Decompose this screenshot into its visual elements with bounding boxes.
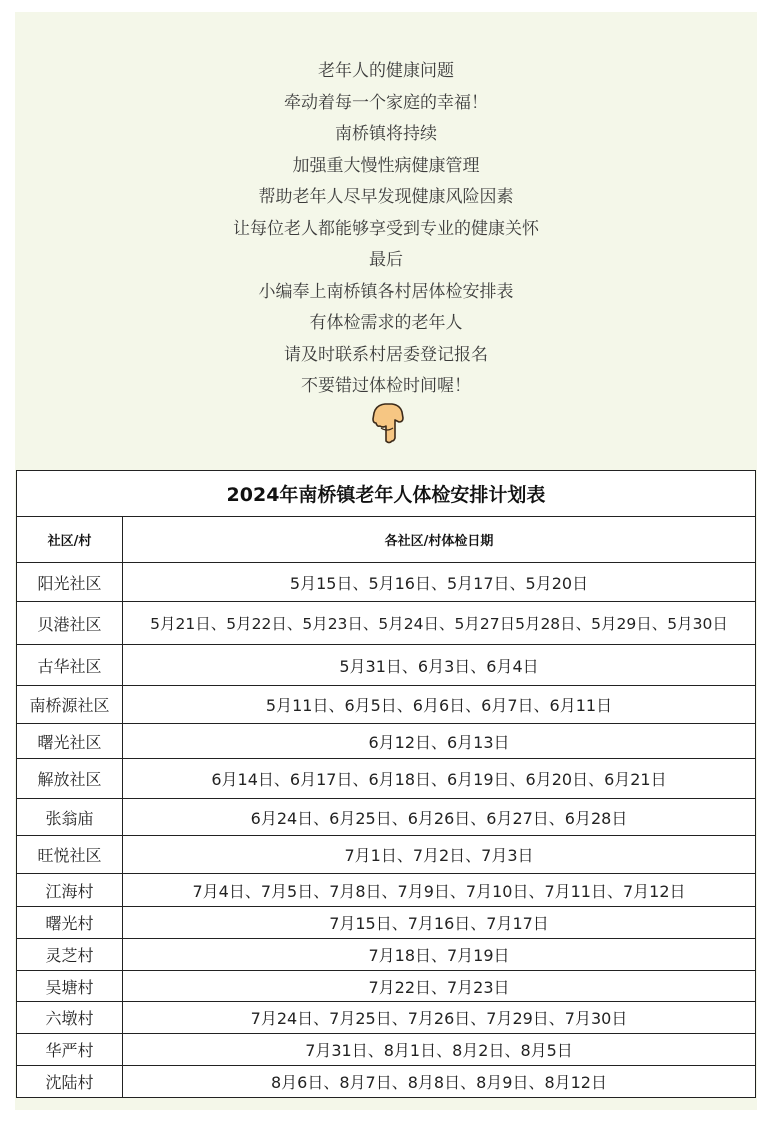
table-row (17, 686, 756, 724)
checkup-dates: 7月22日、7月23日 (123, 971, 756, 1002)
community-name: 阳光社区 (17, 563, 123, 602)
checkup-dates: 8月6日、8月7日、8月8日、8月9日、8月12日 (123, 1066, 756, 1098)
intro-line: 最后 (369, 250, 403, 270)
intro-line: 有体检需求的老年人 (309, 313, 463, 333)
intro-line: 不要错过体检时间喔！ (301, 376, 471, 396)
table-title: 2024年南桥镇老年人体检安排计划表 (17, 471, 756, 517)
table-row (17, 799, 756, 836)
community-name: 华严村 (17, 1034, 123, 1066)
table-row (17, 1034, 756, 1066)
community-name: 贝港社区 (17, 602, 123, 645)
table-row (17, 939, 756, 971)
intro-line: 南桥镇将持续 (335, 124, 437, 144)
community-name: 张翁庙 (17, 799, 123, 836)
intro-line: 牵动着每一个家庭的幸福！ (284, 92, 488, 113)
table-row (17, 971, 756, 1002)
checkup-dates: 7月31日、8月1日、8月2日、8月5日 (123, 1034, 756, 1066)
community-name: 南桥源社区 (17, 686, 123, 724)
table-row (17, 645, 756, 686)
checkup-dates: 7月15日、7月16日、7月17日 (123, 907, 756, 939)
community-name: 旺悦社区 (17, 836, 123, 874)
community-name: 解放社区 (17, 759, 123, 799)
table-row (17, 1002, 756, 1034)
intro-line: 老年人的健康问题 (318, 61, 454, 81)
community-name: 曙光社区 (17, 724, 123, 759)
community-name: 灵芝村 (17, 939, 123, 971)
checkup-dates: 5月15日、5月16日、5月17日、5月20日 (123, 563, 756, 602)
community-name: 曙光村 (17, 907, 123, 939)
intro-text (15, 56, 757, 403)
table-row (17, 563, 756, 602)
column-header-community: 社区/村 (17, 517, 123, 563)
intro-line: 让每位老人都能够享受到专业的健康关怀 (233, 218, 539, 239)
checkup-dates: 5月21日、5月22日、5月23日、5月24日、5月27日5月28日、5月29日、5月30日 (123, 602, 756, 645)
table-row (17, 759, 756, 799)
intro-line: 加强重大慢性病健康管理 (292, 155, 480, 176)
checkup-dates: 5月11日、6月5日、6月6日、6月7日、6月11日 (123, 686, 756, 724)
intro-line: 请及时联系村居委登记报名 (284, 344, 488, 365)
table-row (17, 724, 756, 759)
checkup-dates: 6月14日、6月17日、6月18日、6月19日、6月20日、6月21日 (123, 759, 756, 799)
table-row (17, 907, 756, 939)
community-name: 沈陆村 (17, 1066, 123, 1098)
community-name: 六墩村 (17, 1002, 123, 1034)
pointing-down-hand-icon (367, 402, 407, 444)
checkup-dates: 7月1日、7月2日、7月3日 (123, 836, 756, 874)
intro-line: 帮助老年人尽早发现健康风险因素 (258, 187, 514, 207)
checkup-dates: 6月24日、6月25日、6月26日、6月27日、6月28日 (123, 799, 756, 836)
community-name: 江海村 (17, 874, 123, 907)
checkup-dates: 7月18日、7月19日 (123, 939, 756, 971)
community-name: 古华社区 (17, 645, 123, 686)
checkup-schedule-table (16, 470, 756, 1098)
checkup-dates: 5月31日、6月3日、6月4日 (123, 645, 756, 686)
table-row (17, 836, 756, 874)
community-name: 吴塘村 (17, 971, 123, 1002)
checkup-dates: 7月24日、7月25日、7月26日、7月29日、7月30日 (123, 1002, 756, 1034)
table-row (17, 874, 756, 907)
checkup-dates: 6月12日、6月13日 (123, 724, 756, 759)
table-row (17, 602, 756, 645)
column-header-dates: 各社区/村体检日期 (123, 517, 756, 563)
table-row (17, 1066, 756, 1098)
checkup-dates: 7月4日、7月5日、7月8日、7月9日、7月10日、7月11日、7月12日 (123, 874, 756, 907)
intro-line: 小编奉上南桥镇各村居体检安排表 (258, 281, 514, 302)
